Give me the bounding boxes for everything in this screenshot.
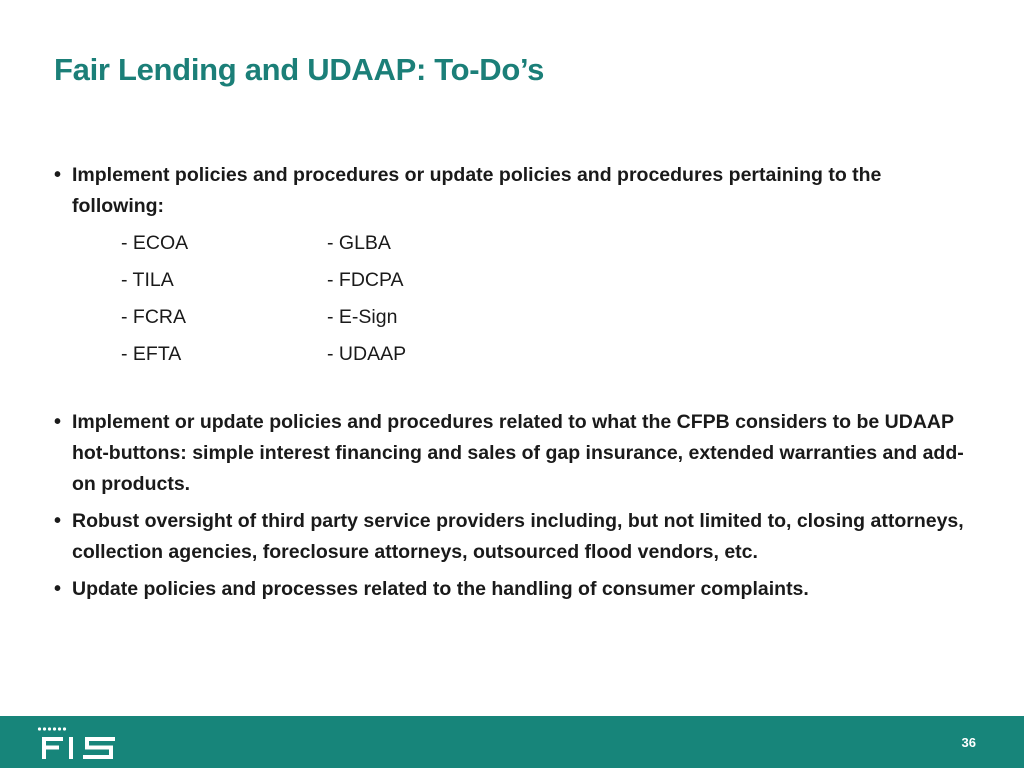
bullet-dot-icon: • xyxy=(54,510,62,532)
acronym-item: - FDCPA xyxy=(327,269,404,291)
bullet-item-policies xyxy=(54,160,974,370)
bullet-dot-icon: • xyxy=(54,164,62,186)
acronym-list xyxy=(121,228,974,370)
bullet-item-udaap-hot-buttons xyxy=(54,407,974,500)
footer-bar xyxy=(0,716,1024,768)
bullet-text: Update policies and processes related to the handling of consumer complaints. xyxy=(72,578,809,600)
slide-title: Fair Lending and UDAAP: To-Do’s xyxy=(54,52,545,87)
acronym-item: - UDAAP xyxy=(327,343,407,365)
acronym-item: - E-Sign xyxy=(327,306,398,328)
slide-content xyxy=(54,160,974,605)
bullet-dot-icon: • xyxy=(54,578,62,600)
bullet-dot-icon: • xyxy=(54,411,62,433)
bullet-text: Implement or update policies and procedures related to what the CFPB considers to be UDAAP hot-buttons: simple interest financing and sales of gap insurance, extended warranties and add-on products. xyxy=(72,411,964,495)
acronym-item: - FCRA xyxy=(121,306,186,328)
fis-logo xyxy=(37,726,117,760)
page-number: 36 xyxy=(961,735,976,750)
bullet-text: Implement policies and procedures or update policies and procedures pertaining to the following: xyxy=(72,164,882,217)
acronym-item: - EFTA xyxy=(121,343,182,365)
acronym-item: - TILA xyxy=(121,269,174,291)
acronym-item: - ECOA xyxy=(121,232,189,254)
bullet-item-third-party-oversight xyxy=(54,506,974,568)
acronym-item: - GLBA xyxy=(327,232,391,254)
bullet-item-consumer-complaints xyxy=(54,574,974,605)
bullet-text: Robust oversight of third party service providers including, but not limited to, closing attorneys, collection agencies, foreclosure attorneys, outsourced flood vendors, etc. xyxy=(72,510,964,563)
